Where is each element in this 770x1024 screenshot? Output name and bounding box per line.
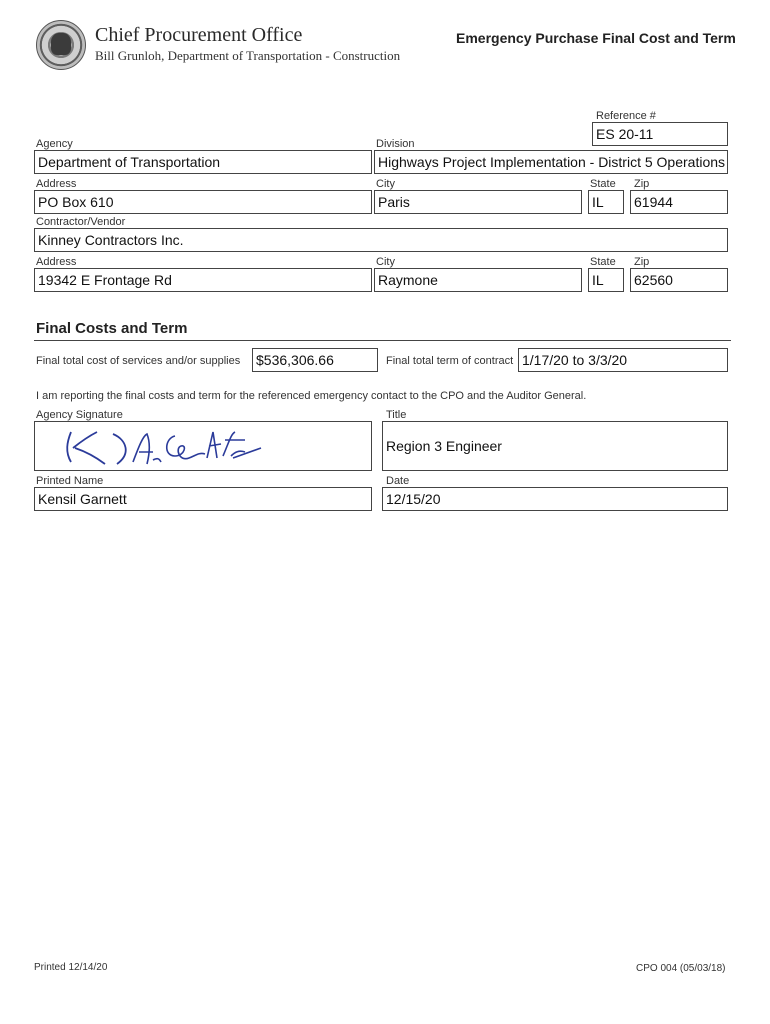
agency-label: Agency: [36, 138, 73, 150]
final-cost-label: Final total cost of services and/or supplies: [36, 355, 241, 367]
title-field[interactable]: Region 3 Engineer: [382, 421, 728, 471]
contractor-zip-field[interactable]: 62560: [630, 268, 728, 292]
section-divider: [34, 340, 731, 341]
contractor-state-field[interactable]: IL: [588, 268, 624, 292]
date-label: Date: [386, 475, 410, 487]
certification-statement: I am reporting the final costs and term for the referenced emergency contact to the CPO and the Auditor General.: [36, 390, 587, 402]
final-term-field[interactable]: 1/17/20 to 3/3/20: [518, 348, 728, 372]
date-field[interactable]: 12/15/20: [382, 487, 728, 511]
form-code: CPO 004 (05/03/18): [636, 963, 726, 974]
contractor-state-label: State: [590, 256, 616, 268]
reference-field[interactable]: ES 20-11: [592, 122, 728, 146]
agency-city-label: City: [376, 178, 395, 190]
contractor-city-field[interactable]: Raymone: [374, 268, 582, 292]
org-title: Chief Procurement Office: [95, 24, 303, 46]
final-costs-heading: Final Costs and Term: [36, 320, 188, 337]
division-label: Division: [376, 138, 415, 150]
state-seal-icon: [36, 20, 86, 70]
contractor-city-label: City: [376, 256, 395, 268]
agency-field[interactable]: Department of Transportation: [34, 150, 372, 174]
form-title: Emergency Purchase Final Cost and Term: [456, 30, 736, 46]
agency-zip-field[interactable]: 61944: [630, 190, 728, 214]
handwritten-signature-icon: [35, 422, 371, 470]
printed-name-field[interactable]: Kensil Garnett: [34, 487, 372, 511]
contractor-zip-label: Zip: [634, 256, 650, 268]
reference-label: Reference #: [596, 110, 656, 122]
contractor-label: Contractor/Vendor: [36, 216, 126, 228]
contractor-field[interactable]: Kinney Contractors Inc.: [34, 228, 728, 252]
division-field[interactable]: Highways Project Implementation - District 5 Operations: [374, 150, 728, 174]
contractor-address-label: Address: [36, 256, 77, 268]
agency-signature-label: Agency Signature: [36, 409, 123, 421]
agency-state-field[interactable]: IL: [588, 190, 624, 214]
title-label: Title: [386, 409, 407, 421]
agency-address-label: Address: [36, 178, 77, 190]
final-cost-field[interactable]: $536,306.66: [252, 348, 378, 372]
printed-date: Printed 12/14/20: [34, 962, 108, 973]
agency-state-label: State: [590, 178, 616, 190]
printed-name-label: Printed Name: [36, 475, 104, 487]
agency-address-field[interactable]: PO Box 610: [34, 190, 372, 214]
contractor-address-field[interactable]: 19342 E Frontage Rd: [34, 268, 372, 292]
org-subtitle: Bill Grunloh, Department of Transportation - Construction: [95, 48, 401, 63]
final-term-label: Final total term of contract: [386, 355, 514, 367]
agency-city-field[interactable]: Paris: [374, 190, 582, 214]
signature-field[interactable]: [34, 421, 372, 471]
agency-zip-label: Zip: [634, 178, 650, 190]
